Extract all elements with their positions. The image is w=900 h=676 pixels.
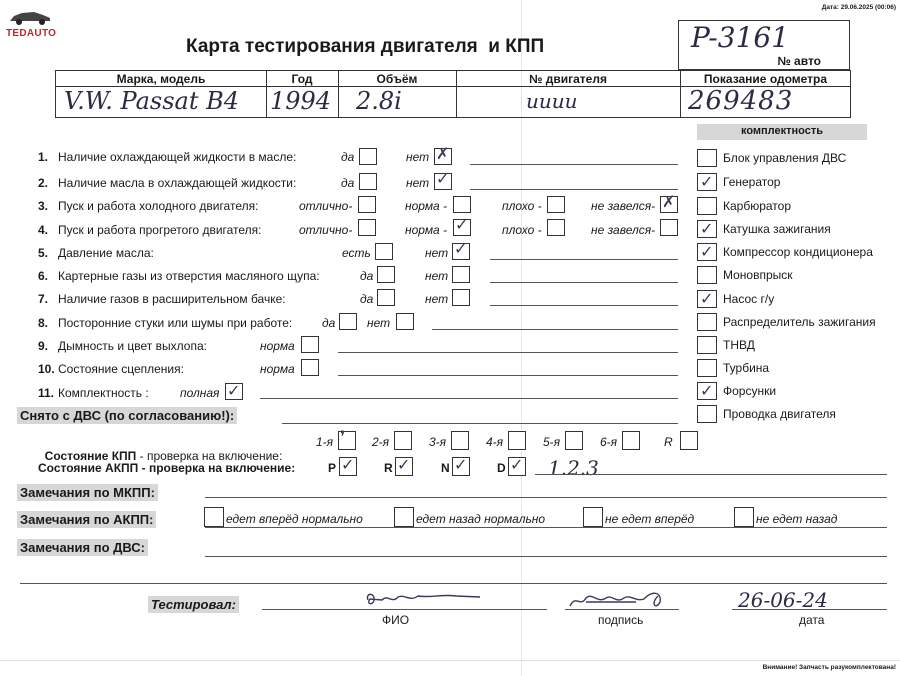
check-8-label: Посторонние стуки или шумы при работе: — [58, 316, 293, 330]
check-3-opt3: плохо - — [502, 199, 542, 213]
akpp-remark-option: едет вперёд нормально — [226, 512, 363, 526]
akpp-mode-label: R — [384, 461, 393, 475]
check-1-number: 1. — [38, 150, 49, 164]
check-11-number: 11. — [38, 386, 55, 400]
model-value: V.W. Passat B4 — [64, 87, 239, 115]
check-6-opt1: да — [360, 269, 374, 283]
remarks-akpp: Замечания по АКПП: — [17, 511, 156, 528]
check-3-number: 3. — [38, 199, 49, 213]
completeness-box-8[interactable] — [697, 336, 717, 354]
engine-value: ииии — [526, 89, 578, 113]
check-mark-icon: ✓ — [700, 172, 714, 191]
col-odometer-header: Показание одометра — [703, 72, 828, 86]
check-8-opt2: нет — [367, 316, 391, 330]
check-5-opt2: нет — [425, 246, 449, 260]
check-9-opt1: норма — [260, 339, 295, 353]
logo — [6, 6, 56, 42]
kpp-label: Состояние КПП - проверка на включение: — [44, 449, 283, 463]
check-7-opt2-box[interactable] — [452, 289, 470, 306]
check-8-opt1-box[interactable] — [339, 313, 357, 330]
completeness-box-11[interactable] — [697, 405, 717, 423]
check-10-label: Состояние сцепления: — [58, 362, 184, 376]
check-mark-icon: ✓ — [341, 455, 355, 474]
check-7-opt1: да — [360, 292, 374, 306]
col-engine-header: № двигателя — [529, 72, 607, 86]
col-year-header: Год — [291, 72, 313, 86]
check-11-opt1: полная — [180, 386, 220, 400]
kpp-gear-box[interactable] — [680, 431, 698, 450]
vehicle-table — [55, 70, 851, 118]
check-1-opt1-box[interactable] — [359, 148, 377, 165]
check-4-opt1-box[interactable] — [358, 219, 376, 236]
kpp-gear-label: 6-я — [600, 435, 618, 449]
check-8-number: 8. — [38, 316, 49, 330]
check-mark-icon: ✓ — [510, 455, 524, 474]
completeness-item: ТНВД — [723, 338, 755, 352]
check-mark-icon: ✓ — [454, 239, 468, 258]
removed-title: Снято с ДВС (по согласованию!): — [17, 407, 237, 424]
check-mark-icon: ✓ — [436, 169, 450, 188]
check-2-opt2: нет — [406, 176, 430, 190]
check-11-label: Комплектность : — [58, 386, 149, 400]
completeness-box-7[interactable] — [697, 313, 717, 331]
check-6-opt1-box[interactable] — [377, 266, 395, 283]
date-stamp: Дата: 29.06.2025 (00:06) — [821, 4, 896, 11]
check-mark-icon: ✗ — [662, 192, 676, 211]
completeness-box-0[interactable] — [697, 149, 717, 167]
akpp-handwritten: 1.2.3 — [548, 456, 599, 480]
completeness-item: Блок управления ДВС — [723, 151, 847, 165]
akpp-remark-box[interactable] — [583, 507, 603, 527]
check-6-number: 6. — [38, 269, 49, 283]
completeness-item: Генератор — [723, 175, 781, 189]
check-4-opt3-box[interactable] — [547, 219, 565, 236]
check-5-number: 5. — [38, 246, 49, 260]
car-icon — [8, 8, 52, 26]
kpp-gear-box[interactable] — [565, 431, 583, 450]
check-2-opt1: да — [341, 176, 355, 190]
check-3-opt3-box[interactable] — [547, 196, 565, 213]
check-6-label: Картерные газы из отверстия масляного щупа: — [58, 269, 320, 283]
check-mark-icon: ✗ — [436, 144, 450, 163]
akpp-remark-option: едет назад нормально — [416, 512, 546, 526]
check-mark-icon: ✓ — [397, 455, 411, 474]
akpp-remark-option: не едет назад — [756, 512, 838, 526]
logo-text: TEDAUTO — [6, 28, 57, 39]
check-1-label: Наличие охлаждающей жидкости в масле: — [58, 150, 297, 164]
check-7-label: Наличие газов в расширительном бачке: — [58, 292, 286, 306]
check-6-opt2: нет — [425, 269, 449, 283]
check-3-opt2: норма - — [405, 199, 448, 213]
check-4-opt2: норма - — [405, 223, 448, 237]
check-5-opt1-box[interactable] — [375, 243, 393, 260]
check-mark-icon: ✓ — [700, 242, 714, 261]
check-3-opt1: отлично- — [299, 199, 353, 213]
check-4-opt1: отлично- — [299, 223, 353, 237]
check-4-opt4-box[interactable] — [660, 219, 678, 236]
completeness-item: Карбюратор — [723, 199, 792, 213]
check-2-opt1-box[interactable] — [359, 173, 377, 190]
date-caption: дата — [799, 613, 825, 627]
completeness-item: Распределитель зажигания — [723, 315, 876, 329]
check-mark-icon: ✓ — [454, 455, 468, 474]
completeness-box-5[interactable] — [697, 266, 717, 284]
year-value: 1994 — [270, 87, 332, 115]
kpp-gear-label: 1-я — [316, 435, 334, 449]
footer-rule — [0, 660, 900, 661]
akpp-remark-box[interactable] — [734, 507, 754, 527]
check-mark-icon: ✓ — [700, 289, 714, 308]
kpp-gear-label: 4-я — [486, 435, 504, 449]
kpp-gear-box[interactable] — [508, 431, 526, 450]
check-mark-icon: ✓ — [700, 219, 714, 238]
check-2-label: Наличие масла в охлаждающей жидкости: — [58, 176, 297, 190]
check-4-number: 4. — [38, 223, 49, 237]
check-3-label: Пуск и работа холодного двигателя: — [58, 199, 259, 213]
check-mark-icon: ❜ — [340, 427, 346, 446]
completeness-box-9[interactable] — [697, 359, 717, 377]
kpp-gear-box[interactable] — [451, 431, 469, 450]
completeness-box-2[interactable] — [697, 197, 717, 215]
page-title: Карта тестирования двигателя и КПП — [186, 36, 545, 57]
akpp-remark-option: не едет вперёд — [605, 512, 695, 526]
kpp-gear-label: 2-я — [372, 435, 390, 449]
kpp-gear-label: 3-я — [429, 435, 447, 449]
check-9-opt1-box[interactable] — [301, 336, 319, 353]
odometer-value: 269483 — [688, 86, 794, 116]
completeness-item: Компрессор кондиционера — [723, 245, 873, 259]
check-4-opt3: плохо - — [502, 223, 542, 237]
remarks-dvs: Замечания по ДВС: — [17, 539, 148, 556]
completeness-item: Турбина — [723, 361, 770, 375]
signature-icon — [566, 586, 676, 614]
check-10-number: 10. — [38, 362, 55, 376]
akpp-remark-box[interactable] — [394, 507, 414, 527]
check-9-label: Дымность и цвет выхлопа: — [58, 339, 207, 353]
check-3-opt1-box[interactable] — [358, 196, 376, 213]
check-3-opt2-box[interactable] — [453, 196, 471, 213]
completeness-item: Проводка двигателя — [723, 407, 836, 421]
check-5-opt1: есть — [342, 246, 371, 260]
check-1-opt2: нет — [406, 150, 430, 164]
date-handwritten: 26-06-24 — [738, 588, 828, 612]
car-number-value: P-3161 — [691, 21, 790, 54]
check-mark-icon: ✓ — [700, 381, 714, 400]
tested-by: Тестировал: — [148, 596, 239, 613]
completeness-item: Насос г/у — [723, 292, 775, 306]
check-7-opt2: нет — [425, 292, 449, 306]
akpp-mode-label: N — [441, 461, 450, 475]
kpp-gear-label: 5-я — [543, 435, 561, 449]
check-8-opt2-box[interactable] — [396, 313, 414, 330]
check-7-opt1-box[interactable] — [377, 289, 395, 306]
check-7-number: 7. — [38, 292, 49, 306]
check-8-opt1: да — [322, 316, 336, 330]
warning-text: Внимание! Запчасть разукомплектована! — [762, 664, 896, 671]
completeness-title: комплектность — [697, 124, 867, 140]
kpp-gear-box[interactable] — [394, 431, 412, 450]
fio-caption: ФИО — [382, 613, 410, 627]
akpp-mode-label: P — [328, 461, 337, 475]
check-10-opt1: норма — [260, 362, 295, 376]
volume-value: 2.8i — [356, 87, 402, 115]
completeness-item: Катушка зажигания — [723, 222, 831, 236]
fio-signature-icon — [360, 588, 490, 614]
check-mark-icon: ✓ — [455, 215, 469, 234]
akpp-mode-label: D — [497, 461, 506, 475]
col-volume-header: Объём — [376, 72, 418, 86]
remarks-mkpp: Замечания по МКПП: — [17, 484, 158, 501]
check-2-number: 2. — [38, 176, 49, 190]
akpp-remark-box[interactable] — [204, 507, 224, 527]
col-model-header: Марка, модель — [116, 72, 206, 86]
check-9-number: 9. — [38, 339, 49, 353]
check-4-label: Пуск и работа прогретого двигателя: — [58, 223, 262, 237]
check-3-opt4: не завелся- — [591, 199, 656, 213]
car-number-label: № авто — [777, 54, 821, 68]
check-6-opt2-box[interactable] — [452, 266, 470, 283]
completeness-item: Моновпрыск — [723, 268, 793, 282]
signature-caption: подпись — [598, 613, 644, 627]
completeness-item: Форсунки — [723, 384, 777, 398]
akpp-label: Состояние АКПП - проверка на включение: — [38, 461, 296, 475]
check-4-opt4: не завелся- — [591, 223, 656, 237]
car-number-box — [678, 20, 850, 70]
check-mark-icon: ✓ — [227, 381, 241, 400]
check-1-opt1: да — [341, 150, 355, 164]
check-5-label: Давление масла: — [58, 246, 154, 260]
kpp-gear-box[interactable] — [622, 431, 640, 450]
kpp-gear-label: R — [664, 435, 673, 449]
check-10-opt1-box[interactable] — [301, 359, 319, 376]
